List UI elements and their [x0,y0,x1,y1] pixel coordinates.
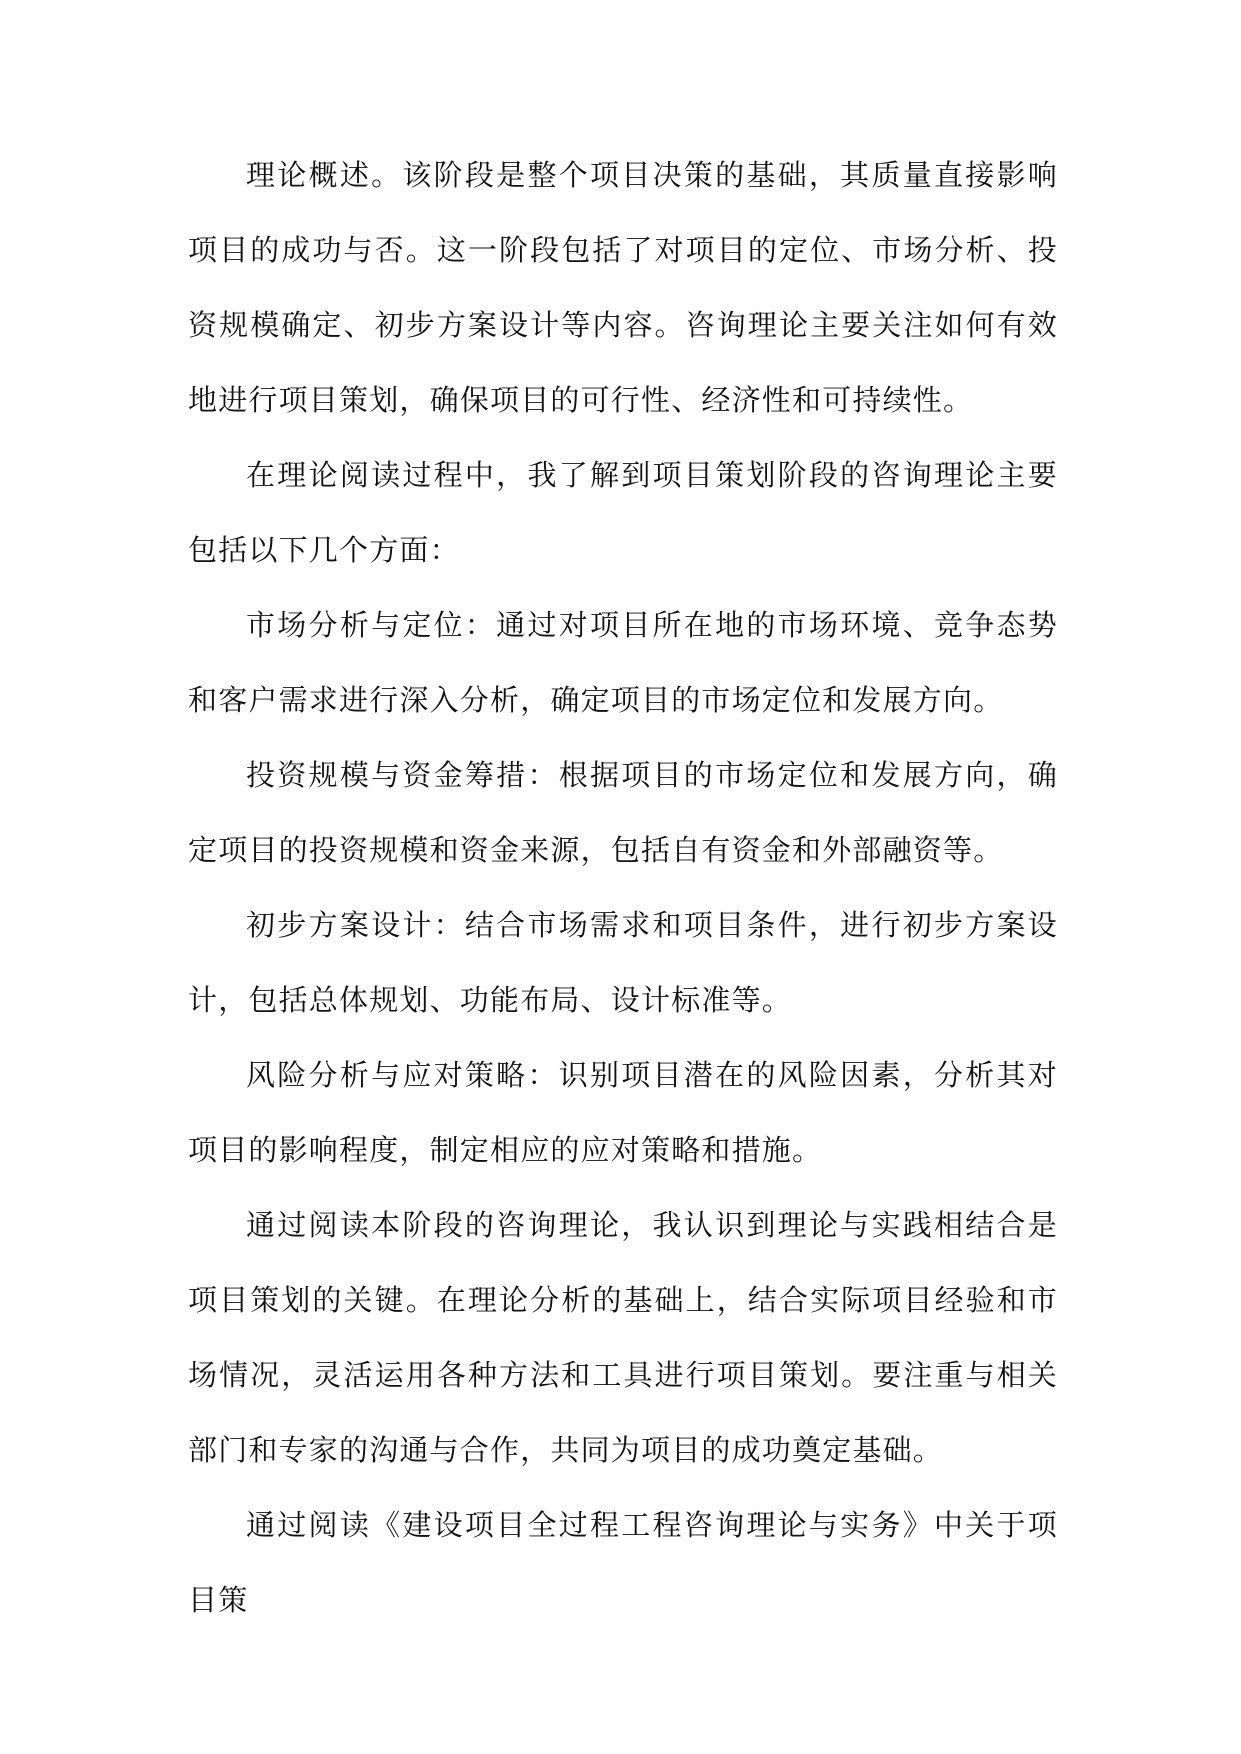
paragraph-book-summary: 通过阅读《建设项目全过程工程咨询理论与实务》中关于项目策 [188,1508,1058,1617]
paragraph-reflection: 通过阅读本阶段的咨询理论，我认识到理论与实践相结合是项目策划的关键。在理论分析的基础上，结合实际项目经验和市场情况，灵活运用各种方法和工具进行项目策划。要注重与相关部门和专家的沟通与合作，共同为项目的成功奠定基础。 [188,1208,1058,1467]
paragraph-theory-overview: 理论概述。该阶段是整个项目决策的基础，其质量直接影响项目的成功与否。这一阶段包括了对项目的定位、市场分析、投资规模确定、初步方案设计等内容。咨询理论主要关注如何有效地进行项目策划，确保项目的可行性、经济性和可持续性。 [188,158,1058,417]
paragraph-market-analysis: 市场分析与定位：通过对项目所在地的市场环境、竞争态势和客户需求进行深入分析，确定项目的市场定位和发展方向。 [188,608,1058,717]
document-body [188,138,1058,1638]
paragraph-risk-analysis: 风险分析与应对策略：识别项目潜在的风险因素，分析其对项目的影响程度，制定相应的应对策略和措施。 [188,1058,1058,1167]
paragraph-investment-scale: 投资规模与资金筹措：根据项目的市场定位和发展方向，确定项目的投资规模和资金来源，包括自有资金和外部融资等。 [188,758,1058,867]
paragraph-reading-intro: 在理论阅读过程中，我了解到项目策划阶段的咨询理论主要包括以下几个方面： [188,458,1058,567]
paragraph-preliminary-design: 初步方案设计：结合市场需求和项目条件，进行初步方案设计，包括总体规划、功能布局、设计标准等。 [188,908,1058,1017]
